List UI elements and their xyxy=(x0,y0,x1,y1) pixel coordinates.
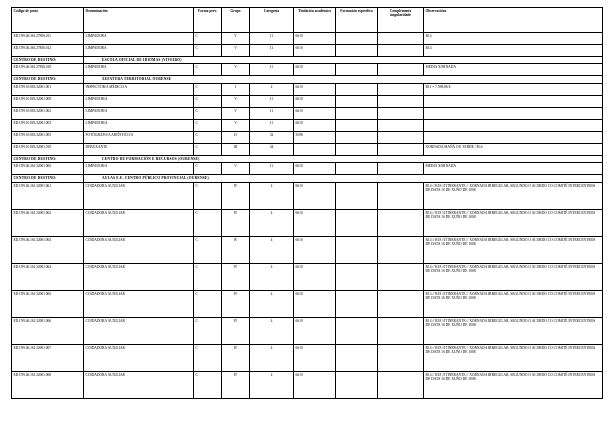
cell-formacion xyxy=(336,95,378,107)
cell-titulacion: 6610 xyxy=(294,263,336,290)
cell-forma-prev: C xyxy=(194,83,222,95)
cell-codigo: ED.C99.46.161.32001.063 xyxy=(12,236,84,263)
cell-formacion xyxy=(336,131,378,143)
table-row xyxy=(12,344,603,371)
cell-titulacion: 6610 xyxy=(294,107,336,119)
cell-categoria: 4 xyxy=(250,290,294,317)
table-row xyxy=(12,263,603,290)
table-row xyxy=(12,83,603,95)
cell-denominacion: LIMPADORA xyxy=(84,64,194,76)
cell-forma-prev: C xyxy=(194,290,222,317)
cell-forma-prev: C xyxy=(194,317,222,344)
table-row xyxy=(12,107,603,119)
cell-forma-prev: C xyxy=(194,263,222,290)
cell-denominacion: COIDADORA AUXILIAR xyxy=(84,236,194,263)
cell-categoria: 11 xyxy=(250,107,294,119)
column-header-codigo: Código de posto xyxy=(12,8,84,33)
cell-forma-prev: C xyxy=(194,143,222,155)
cell-forma-prev: C xyxy=(194,45,222,57)
cell-complemento xyxy=(378,33,424,45)
table-row xyxy=(12,182,603,209)
table-row xyxy=(12,33,603,45)
table-row xyxy=(12,317,603,344)
cell-categoria: 4 xyxy=(250,371,294,398)
cell-observacions: R11 = 7.598,86 €. xyxy=(424,83,603,95)
cell-complemento xyxy=(378,263,424,290)
cell-categoria: 11 xyxy=(250,45,294,57)
cell-forma-prev: C xyxy=(194,119,222,131)
cell-codigo: ED.C99.46.361.27856.012 xyxy=(12,45,84,57)
centro-destino-label: CENTRO DE DESTINO: xyxy=(12,57,84,64)
cell-denominacion: LIMPADORA xyxy=(84,45,194,57)
cell-titulacion: 6610 xyxy=(294,33,336,45)
column-header-observacions: Observacións xyxy=(424,8,603,33)
cell-categoria: 34 xyxy=(250,143,294,155)
table-row xyxy=(12,371,603,398)
cell-complemento xyxy=(378,236,424,263)
cell-categoria: 11 xyxy=(250,163,294,175)
centro-destino-row xyxy=(12,175,603,182)
table-row xyxy=(12,209,603,236)
cell-complemento xyxy=(378,143,424,155)
cell-categoria: 4 xyxy=(250,263,294,290)
cell-grupo: I xyxy=(222,83,250,95)
cell-formacion xyxy=(336,371,378,398)
cell-denominacion: LIMPADOR/A xyxy=(84,163,194,175)
cell-formacion xyxy=(336,163,378,175)
cell-forma-prev: C xyxy=(194,371,222,398)
cell-formacion xyxy=(336,182,378,209)
cell-titulacion: 6610 xyxy=(294,209,336,236)
cell-formacion xyxy=(336,263,378,290)
table-row xyxy=(12,119,603,131)
column-header-complemento: Complemento singularidade xyxy=(378,8,424,33)
centro-destino-row xyxy=(12,57,603,64)
cell-denominacion: COIDADORA AUXILIAR xyxy=(84,344,194,371)
cell-formacion xyxy=(336,33,378,45)
cell-forma-prev: C xyxy=(194,95,222,107)
cell-forma-prev: C xyxy=(194,33,222,45)
cell-observacions: MEDIA XORNADA xyxy=(424,163,603,175)
column-header-grupo: Grupo xyxy=(222,8,250,33)
cell-observacions: R14 // R18 //ITINERANTE // XORNADA IRREGULAR, SEGUNDO O ACORDO CO COMITÉ INTERCENTROS DE DATA 16 DE XUÑO DE 1008. xyxy=(424,290,603,317)
cell-formacion xyxy=(336,107,378,119)
cell-complemento xyxy=(378,45,424,57)
centro-destino-label: CENTRO DE DESTINO: xyxy=(12,155,84,162)
cell-codigo: ED.C99.46.161.32001.061 xyxy=(12,182,84,209)
cell-observacions: R14 // R18 //ITINERANTE // XORNADA IRREGULAR, SEGUNDO O ACORDO CO COMITÉ INTERCENTROS DE DATA 16 DE XUÑO DE 1008. xyxy=(424,236,603,263)
cell-codigo: ED.C99.10.003.32001.009 xyxy=(12,95,84,107)
cell-grupo: IV xyxy=(222,317,250,344)
cell-titulacion: 6610 xyxy=(294,45,336,57)
cell-categoria: 4 xyxy=(250,182,294,209)
cell-titulacion: 6610 xyxy=(294,95,336,107)
cell-grupo: IV xyxy=(222,182,250,209)
cell-denominacion: COIDADORA AUXILIAR xyxy=(84,290,194,317)
cell-codigo: ED.C99.46.361.27856.011 xyxy=(12,33,84,45)
cell-formacion xyxy=(336,64,378,76)
cell-titulacion: 6610 xyxy=(294,236,336,263)
cell-categoria: 4 xyxy=(250,209,294,236)
cell-observacions: R14 // R18 //ITINERANTE // XORNADA IRREGULAR, SEGUNDO O ACORDO CO COMITÉ INTERCENTROS DE DATA 16 DE XUÑO DE 1008. xyxy=(424,182,603,209)
cell-observacions: R14 xyxy=(424,45,603,57)
cell-categoria: 11 xyxy=(250,33,294,45)
cell-formacion xyxy=(336,83,378,95)
cell-grupo: V xyxy=(222,64,250,76)
cell-observacions: MEDIA XORNADA xyxy=(424,64,603,76)
cell-categoria: 4 xyxy=(250,236,294,263)
cell-codigo: ED.C99.10.003.32001.005 xyxy=(12,131,84,143)
column-header-titulacion: Titulación académica xyxy=(294,8,336,33)
cell-forma-prev: C xyxy=(194,163,222,175)
centro-destino-row xyxy=(12,155,603,162)
cell-grupo: IV xyxy=(222,344,250,371)
centro-destino-name: AULAS E.E. CENTRO PÚBLICO PROVINCIAL (OURENSE) xyxy=(84,175,603,182)
cell-denominacion: DEBUXANTE xyxy=(84,143,194,155)
table-row xyxy=(12,236,603,263)
cell-observacions xyxy=(424,119,603,131)
cell-complemento xyxy=(378,163,424,175)
cell-complemento xyxy=(378,317,424,344)
cell-formacion xyxy=(336,344,378,371)
cell-observacions: R14 xyxy=(424,33,603,45)
cell-forma-prev: C xyxy=(194,209,222,236)
table-row xyxy=(12,143,603,155)
cell-codigo: ED.C99.46.161.32001.064 xyxy=(12,263,84,290)
table-header xyxy=(12,8,603,33)
cell-grupo: IV xyxy=(222,263,250,290)
cell-codigo: ED.C99.46.161.32001.065 xyxy=(12,290,84,317)
table-row xyxy=(12,64,603,76)
cell-forma-prev: C xyxy=(194,182,222,209)
cell-codigo: ED.C99.10.003.32001.001 xyxy=(12,83,84,95)
column-header-formacion: Formación específica xyxy=(336,8,378,33)
cell-titulacion: 6610 xyxy=(294,317,336,344)
cell-observacions: R14 // R18 //ITINERANTE // XORNADA IRREGULAR, SEGUNDO O ACORDO CO COMITÉ INTERCENTROS DE DATA 16 DE XUÑO DE 1008. xyxy=(424,317,603,344)
cell-codigo: ED.C99.46.161.32001.067 xyxy=(12,344,84,371)
cell-categoria: 2 xyxy=(250,83,294,95)
cell-forma-prev: C xyxy=(194,64,222,76)
cell-grupo: IV xyxy=(222,209,250,236)
cell-titulacion: 6610 xyxy=(294,64,336,76)
cell-categoria: 11 xyxy=(250,64,294,76)
centro-destino-row xyxy=(12,76,603,83)
cell-denominacion: LIMPADOR/A xyxy=(84,119,194,131)
cell-codigo: ED.C99.10.003.32001.010 xyxy=(12,143,84,155)
cell-complemento xyxy=(378,95,424,107)
cell-denominacion: LIMPADOR/A xyxy=(84,107,194,119)
cell-formacion xyxy=(336,45,378,57)
cell-denominacion: COIDADORA AUXILIAR xyxy=(84,371,194,398)
cell-categoria: 11 xyxy=(250,119,294,131)
cell-categoria: 32 xyxy=(250,131,294,143)
cell-observacions: R14 // R18 //ITINERANTE // XORNADA IRREGULAR, SEGUNDO O ACORDO CO COMITÉ INTERCENTROS DE DATA 16 DE XUÑO DE 1008. xyxy=(424,209,603,236)
table-row xyxy=(12,131,603,143)
cell-titulacion: 6610 xyxy=(294,119,336,131)
cell-codigo: ED.C99.46.161.32001.062 xyxy=(12,209,84,236)
cell-formacion xyxy=(336,236,378,263)
cell-observacions: R14 // R18 //ITINERANTE // XORNADA IRREGULAR, SEGUNDO O ACORDO CO COMITÉ INTERCENTROS DE DATA 16 DE XUÑO DE 1008. xyxy=(424,371,603,398)
cell-complemento xyxy=(378,290,424,317)
table-row xyxy=(12,95,603,107)
table-row xyxy=(12,45,603,57)
cell-denominacion: COIDADORA AUXILIAR xyxy=(84,317,194,344)
cell-categoria: 4 xyxy=(250,317,294,344)
cell-grupo: IV xyxy=(222,236,250,263)
cell-grupo: III xyxy=(222,143,250,155)
cell-complemento xyxy=(378,83,424,95)
cell-formacion xyxy=(336,119,378,131)
cell-grupo: V xyxy=(222,33,250,45)
cell-complemento xyxy=(378,209,424,236)
cell-complemento xyxy=(378,119,424,131)
cell-denominacion: FOTÓGRAFO/A ARTÍSTICO/A xyxy=(84,131,194,143)
cell-forma-prev: C xyxy=(194,131,222,143)
cell-grupo: IV xyxy=(222,290,250,317)
cell-denominacion: LIMPADORA xyxy=(84,33,194,45)
cell-forma-prev: C xyxy=(194,236,222,263)
cell-denominacion: COIDADORA AUXILIAR xyxy=(84,263,194,290)
cell-grupo: V xyxy=(222,163,250,175)
cell-denominacion: COIDADORA AUXILIAR xyxy=(84,209,194,236)
cell-titulacion: 6610 xyxy=(294,290,336,317)
cell-denominacion: COIDADORA AUXILIAR xyxy=(84,182,194,209)
cell-observacions xyxy=(424,107,603,119)
cell-codigo: ED.C99.46.161.32001.066 xyxy=(12,317,84,344)
cell-complemento xyxy=(378,64,424,76)
cell-denominacion: LIMPADOR/A xyxy=(84,95,194,107)
cell-formacion xyxy=(336,209,378,236)
cell-observacions xyxy=(424,95,603,107)
table-body xyxy=(12,33,603,399)
cell-titulacion xyxy=(294,143,336,155)
cell-formacion xyxy=(336,317,378,344)
cell-grupo: V xyxy=(222,107,250,119)
document-page xyxy=(0,7,615,446)
job-positions-table xyxy=(11,7,603,399)
cell-formacion xyxy=(336,143,378,155)
cell-titulacion: 6610 xyxy=(294,371,336,398)
cell-titulacion: 3598 xyxy=(294,131,336,143)
cell-complemento xyxy=(378,371,424,398)
cell-complemento xyxy=(378,131,424,143)
cell-observacions xyxy=(424,131,603,143)
cell-codigo: ED.C99.46.361.27856.010 xyxy=(12,64,84,76)
cell-observacions: R14 // R18 //ITINERANTE // XORNADA IRREGULAR, SEGUNDO O ACORDO CO COMITÉ INTERCENTROS DE DATA 16 DE XUÑO DE 1008. xyxy=(424,344,603,371)
centro-destino-name: ESCOLA OFICIAL DE IDIOMAS (VIVEIRO) xyxy=(84,57,603,64)
cell-grupo: V xyxy=(222,45,250,57)
cell-titulacion: 6610 xyxy=(294,163,336,175)
cell-grupo: IV xyxy=(222,371,250,398)
cell-codigo: ED.C99.10.003.32001.002 xyxy=(12,107,84,119)
cell-grupo: II xyxy=(222,131,250,143)
column-header-denominacion: Denominación xyxy=(84,8,194,33)
table-row xyxy=(12,290,603,317)
centro-destino-name: CENTRO DE FORMACIÓN E RECURSOS (OURENSE) xyxy=(84,155,603,162)
cell-grupo: V xyxy=(222,95,250,107)
cell-titulacion: 6610 xyxy=(294,83,336,95)
table-header-row xyxy=(12,8,603,33)
cell-complemento xyxy=(378,344,424,371)
cell-titulacion: 6610 xyxy=(294,182,336,209)
cell-categoria: 4 xyxy=(250,344,294,371)
table-row xyxy=(12,163,603,175)
cell-categoria: 11 xyxy=(250,95,294,107)
cell-codigo: ED.C99.10.003.32001.003 xyxy=(12,119,84,131)
centro-destino-label: CENTRO DE DESTINO: xyxy=(12,175,84,182)
column-header-forma-prev: Forma prev. xyxy=(194,8,222,33)
column-header-categoria: Categoría xyxy=(250,8,294,33)
cell-codigo: ED.C99.46.161.32001.068 xyxy=(12,371,84,398)
cell-formacion xyxy=(336,290,378,317)
cell-observacions: XORNADA MAÑÁ OU TARDE / R14 xyxy=(424,143,603,155)
centro-destino-name: XEFATURA TERRITORIAL OURENSE xyxy=(84,76,603,83)
cell-observacions: R14 // R18 //ITINERANTE // XORNADA IRREGULAR, SEGUNDO O ACORDO CO COMITÉ INTERCENTROS DE DATA 16 DE XUÑO DE 1008. xyxy=(424,263,603,290)
cell-complemento xyxy=(378,107,424,119)
cell-denominacion: INSPECTOR/A MÉDICO/A xyxy=(84,83,194,95)
cell-grupo: V xyxy=(222,119,250,131)
cell-forma-prev: C xyxy=(194,344,222,371)
cell-complemento xyxy=(378,182,424,209)
cell-codigo: ED.C99.46.361.32001.065 xyxy=(12,163,84,175)
cell-forma-prev: C xyxy=(194,107,222,119)
cell-titulacion: 6610 xyxy=(294,344,336,371)
centro-destino-label: CENTRO DE DESTINO: xyxy=(12,76,84,83)
